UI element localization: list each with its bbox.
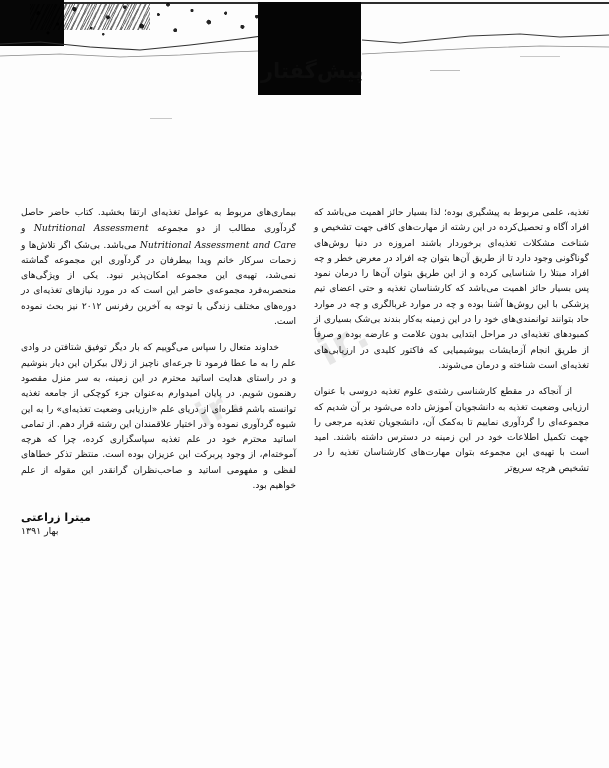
watermark: .ir	[189, 379, 248, 437]
author-name: میترا زراعتی	[21, 511, 91, 525]
body-columns	[0, 206, 609, 538]
page-title: پیش‌گفتار	[260, 59, 363, 83]
signature-date: بهار ۱۳۹۱	[21, 526, 59, 538]
right-column	[305, 206, 609, 506]
paragraph	[21, 341, 296, 494]
signature-block	[21, 510, 296, 539]
watermark: .ir	[310, 310, 378, 376]
page-speck	[430, 70, 460, 71]
scan-noise-speckle	[24, 3, 264, 37]
english-title-run: Nutritional Assessment	[33, 223, 149, 235]
text-run: می‌باشد. بی‌شک اگر تلاش‌ها و زحمات سرکار خانم ویدا بیطرفان در گردآوری این مجموعه گماشته نمی‌شد، تهیه‌ی این مجموعه امکان‌پذیر نبود. یکی از ویژگی‌های منحصربه‌فرد مجموعه‌ی حاضر این است که در مورد نیازهای تغذیه‌ای در دوره‌های مختلف زندگی با توجه به آخرین رفرنس ۲۰۱۲ نیز بحث نموده است.	[21, 240, 296, 328]
paragraph: تغذیه، علمی مربوط به پیشگیری بوده؛ لذا بسیار حائز اهمیت می‌باشد که افراد آگاه و تحصیل‌کرده در این رشته از مهارت‌های کافی جهت تشخیص و شناخت مشکلات تغذیه‌ای برخوردار باشند امروزه در دنیا روش‌های گوناگونی وجود دارد تا از طریق آن‌ها بتوان چه افراد در معرض خطر و چه افراد مبتلا را شناسایی کرده و از این طریق بتوان آن‌ها را درمان نمود پس بسیار حائز اهمیت می‌باشد که کارشناسان تغذیه و حتی اعضای تیم پزشکی با این روش‌ها آشنا بوده و چه در موارد غربالگری و چه در موارد حاد بتوانند توانمندی‌های خود را در این زمینه به‌کار بندند بی‌شک بسیاری از کمبودهای تغذیه‌ای در مراحل ابتدایی بدون علامت و عارضه بوده و صرفاً از طریق انجام آزمایشات بیوشیمیایی که فاکتور کلیدی در ارزیابی‌های تغذیه‌ای است شناخته و درمان می‌شوند.	[313, 208, 589, 371]
text-run: و	[21, 224, 34, 235]
paragraph	[21, 206, 296, 330]
english-title-run: Nutritional Assessment and Care	[139, 239, 296, 251]
paragraph: از آنجاکه در مقطع کارشناسی رشته‌ی علوم تغذیه دروسی با عنوان ارزیابی وضعیت تغذیه به دانشجویان آموزش داده می‌شود بر آن شدیم که مجموعه‌ای را گردآوری نماییم تا به‌کمک آن، دانشجویان تغذیه مرجعی را جهت تکمیل اطلاعات خود در این زمینه در دسترس داشته باشند. امید است با تهیه‌ی این مجموعه بتوان مهارت‌های کارشناسان تغذیه را در تشخیص هرچه سریع‌تر	[314, 387, 589, 474]
page-speck	[520, 56, 560, 57]
scan-noise-dense	[30, 4, 150, 30]
page-speck	[150, 118, 172, 119]
scan-dark-blob	[0, 0, 64, 46]
text-run: بیماری‌های مربوط به عوامل تغذیه‌ای ارتقا بخشید. کتاب حاضر حاصل گردآوری مطالب از دو مجموعه	[21, 208, 296, 235]
text-run: خداوند متعال را سپاس می‌گوییم که بار دیگر توفیق شتافتن در وادی علم را به ما عطا فرمود تا جرعه‌ای ناچیز از زلال بیکران این دیار بنوشیم و در راستای هدایت اساتید محترم در این زمینه، به سر منزل مقصود رهنمون شویم. در پایان امیدوارم به‌عنوان جزء کوچکی از جامعه تغذیه توانسته باشم قطره‌ای از دریای علم «ارزیابی وضعیت تغذیه‌ای» را به این شیوه گردآوری نموده و در اختیار علاقمندان این رشته قرار دهم. از تمامی اساتید محترم خود در علم تغذیه سپاسگزاری کرده، چرا که هرچه آموخته‌ام، از وجود پربرکت این عزیزان بوده است. منتظر تذکر خطاهای لفظی و مفهومی اساتید و صاحب‌نظران گرانقدر این مقوله از علم خواهیم بود.	[21, 343, 296, 492]
left-column	[1, 206, 305, 538]
